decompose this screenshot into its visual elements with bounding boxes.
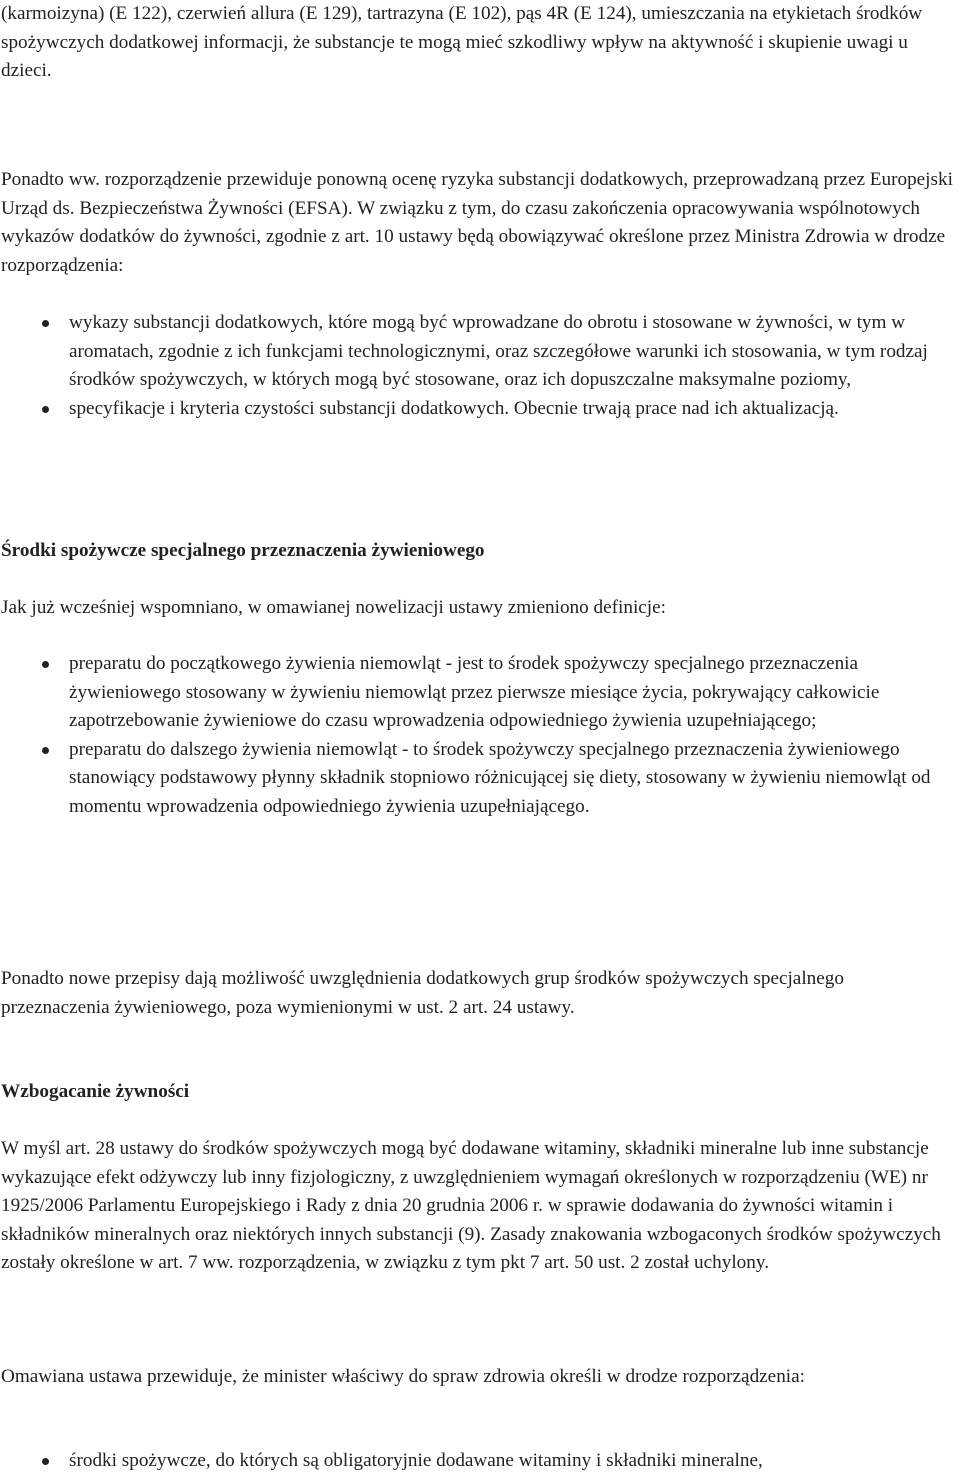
list-item: środki spożywcze, do których są obligatoryjnie dodawane witaminy i składniki mineralne, [0,1447,940,1476]
fortification-paragraph: W myśl art. 28 ustawy do środków spożywczych mogą być dodawane witaminy, składniki mineralne lub inne substancje wykazujące efekt odżywczy lub inny fizjologiczny, z uwzględnieniem wymagań określonych w rozporządzeniu (WE) nr 1925/2006 Parlamentu Europejskiego i Rady z dnia 20 grudnia 2006 r. w sprawie dodawania do żywności witamin i składników mineralnych oraz niektórych innych substancji (9). Zasady znakowania wzbogaconych środków spożywczych zostały określone w art. 7 ww. rozporządzenia, w związku z tym pkt 7 art. 50 ust. 2 został uchylony. [1,1138,941,1273]
list-item: specyfikacje i kryteria czystości substancji dodatkowych. Obecnie trwają prace nad ich aktualizacją. [0,395,940,424]
regulations-list [0,309,940,423]
list-item: preparatu do dalszego żywienia niemowląt - to środek spożywczy specjalnego przeznaczenia żywieniowego stanowiący podstawowy płynny składnik stopniowo różnicującej się diety, stosowany w żywieniu niemowląt od momentu wprowadzenia odpowiedniego żywienia uzupełniającego. [0,736,940,822]
section-heading-special-purpose: Środki spożywcze specjalnego przeznaczenia żywieniowego [1,540,485,561]
new-groups-paragraph: Ponadto nowe przepisy dają możliwość uwzględnienia dodatkowych grup środków spożywczych specjalnego przeznaczenia żywieniowego, poza wymienionymi w ust. 2 art. 24 ustawy. [1,968,844,1018]
intro-paragraph: (karmoizyna) (E 122), czerwień allura (E 129), tartrazyna (E 102), pąs 4R (E 124), umieszczania na etykietach środków spożywczych dodatkowej informacji, że substancje te mogą mieć szkodliwy wpływ na aktywność i skupienie uwagi u dzieci. [1,3,923,81]
list-item: preparatu do początkowego żywienia niemowląt - jest to środek spożywczy specjalnego przeznaczenia żywieniowego stosowany w żywieniu niemowląt przez pierwsze miesiące życia, pokrywający całkowicie zapotrzebowanie żywieniowe do czasu wprowadzenia odpowiedniego żywienia uzupełniającego; [0,650,940,736]
section-heading-fortification: Wzbogacanie żywności [1,1081,190,1102]
definitions-list [0,650,940,821]
definitions-paragraph: Jak już wcześniej wspomniano, w omawianej nowelizacji ustawy zmieniono definicje: [1,597,666,618]
minister-paragraph: Omawiana ustawa przewiduje, że minister właściwy do spraw zdrowia określi w drodze rozporządzenia: [1,1366,805,1387]
list-item: wykazy substancji dodatkowych, które mogą być wprowadzane do obrotu i stosowane w żywności, w tym w aromatach, zgodnie z ich funkcjami technologicznymi, oraz szczegółowe warunki ich stosowania, w tym rodzaj środków spożywczych, w których mogą być stosowane, oraz ich dopuszczalne maksymalne poziomy, [0,309,940,395]
minister-list [0,1447,940,1476]
efsa-paragraph: Ponadto ww. rozporządzenie przewiduje ponowną ocenę ryzyka substancji dodatkowych, przeprowadzaną przez Europejski Urząd ds. Bezpieczeństwa Żywności (EFSA). W związku z tym, do czasu zakończenia opracowywania wspólnotowych wykazów dodatków do żywności, zgodnie z art. 10 ustawy będą obowiązywać określone przez Ministra Zdrowia w drodze rozporządzenia: [1,169,953,276]
